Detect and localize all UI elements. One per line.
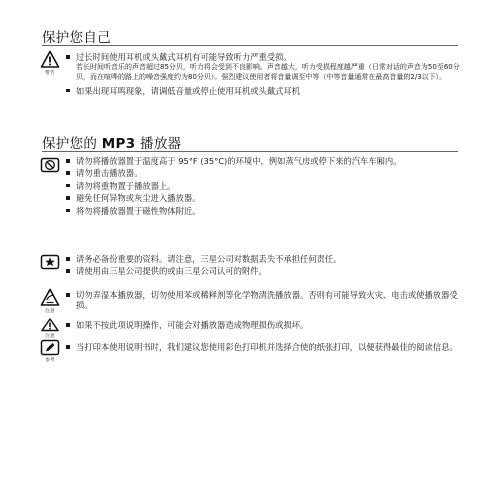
list-item: 切勿弄湿本播放器，切勿使用苯或稀释剂等化学物清洗播放器。否则有可能导致火灾、电击或使播放器受损。 — [66, 290, 461, 311]
list-item: 请使用由三星公司提供的或由三星公司认可的附件。 — [66, 266, 461, 276]
bullet — [66, 184, 70, 188]
note-caption: 参考 — [45, 358, 55, 363]
bullet — [66, 171, 70, 175]
section2-group5-list — [66, 342, 461, 354]
section2-group3-list — [66, 290, 461, 313]
list-item: 请勿将播放器置于温度高于 95°F (35°C)的环境中，例如蒸气房或停下来的汽车车厢内。 — [66, 156, 461, 166]
section-divider — [42, 151, 458, 152]
list-item: 当打印本使用说明书时，我们建议您使用彩色打印机并选择合使的纸张打印，以便获得最佳的阅读信息。 — [66, 342, 461, 352]
bullet — [66, 159, 70, 163]
bullet — [66, 89, 70, 93]
bullet — [66, 196, 70, 200]
caution-icon-block-1 — [40, 288, 60, 314]
prohibition-icon — [40, 157, 60, 173]
section2-group2-list — [66, 254, 461, 279]
warning-triangle-icon — [40, 50, 60, 69]
list-item: 如果不按此项说明操作，可能会对播放器造成物理损伤或损坏。 — [66, 320, 461, 330]
bullet — [66, 293, 70, 297]
important-icon-block — [40, 254, 60, 270]
star-icon — [40, 254, 60, 270]
pencil-note-icon — [40, 339, 60, 356]
caution-triangle-icon — [40, 318, 60, 332]
section2-group4-list — [66, 320, 461, 332]
bullet — [66, 55, 70, 59]
section2-group1-list — [66, 156, 461, 218]
list-item: 将勿将播放器置于磁性物体附近。 — [66, 206, 461, 216]
note-text: 若长时间听音乐的声音超过85分贝，听力将会受到不良影响。声音越大，听力受损程度越严重（日常对话的声音为50至60分贝，而在喧哗的路上的噪音强度约为80分贝）。强烈建议使用者将音量调至中等（中等音量通常在最高音量的2/3以下）。 — [76, 63, 460, 81]
caution-icon-block-2 — [40, 318, 60, 339]
note-icon-block — [40, 339, 60, 363]
list-item: 避免任何异物或灰尘进入播放器。 — [66, 193, 461, 203]
list-item: 过长时间使用耳机或头戴式耳机有可能导致听力严重受损。 — [66, 52, 461, 62]
section-title-protect-yourself: 保护您自己 — [42, 30, 111, 46]
bullet — [66, 269, 70, 273]
caution-caption: 注意 — [45, 309, 55, 314]
list-item: 如果出现耳鸣现象，请调低音量或停止使用耳机或头戴式耳机 — [66, 86, 461, 96]
list-item: 请务必备份重要的资料。请注意，三星公司对数据丢失不承担任何责任。 — [66, 254, 461, 264]
list-item: 请勿重击播放器。 — [66, 168, 461, 178]
list-item: 请勿将重物置于播放器上。 — [66, 181, 461, 191]
warning-icon-block — [40, 50, 60, 76]
section-title-protect-player: 保护您的 MP3 播放器 — [42, 136, 182, 152]
section-divider — [42, 45, 458, 46]
prohibition-icon-block — [40, 157, 60, 173]
bullet — [66, 323, 70, 327]
caution-triangle-icon — [40, 288, 60, 307]
warning-caption: 警告 — [45, 71, 55, 76]
bullet — [66, 257, 70, 261]
bullet — [66, 345, 70, 349]
section1-list — [66, 52, 461, 98]
caution-caption: 注意 — [45, 334, 55, 339]
bullet — [66, 209, 70, 213]
